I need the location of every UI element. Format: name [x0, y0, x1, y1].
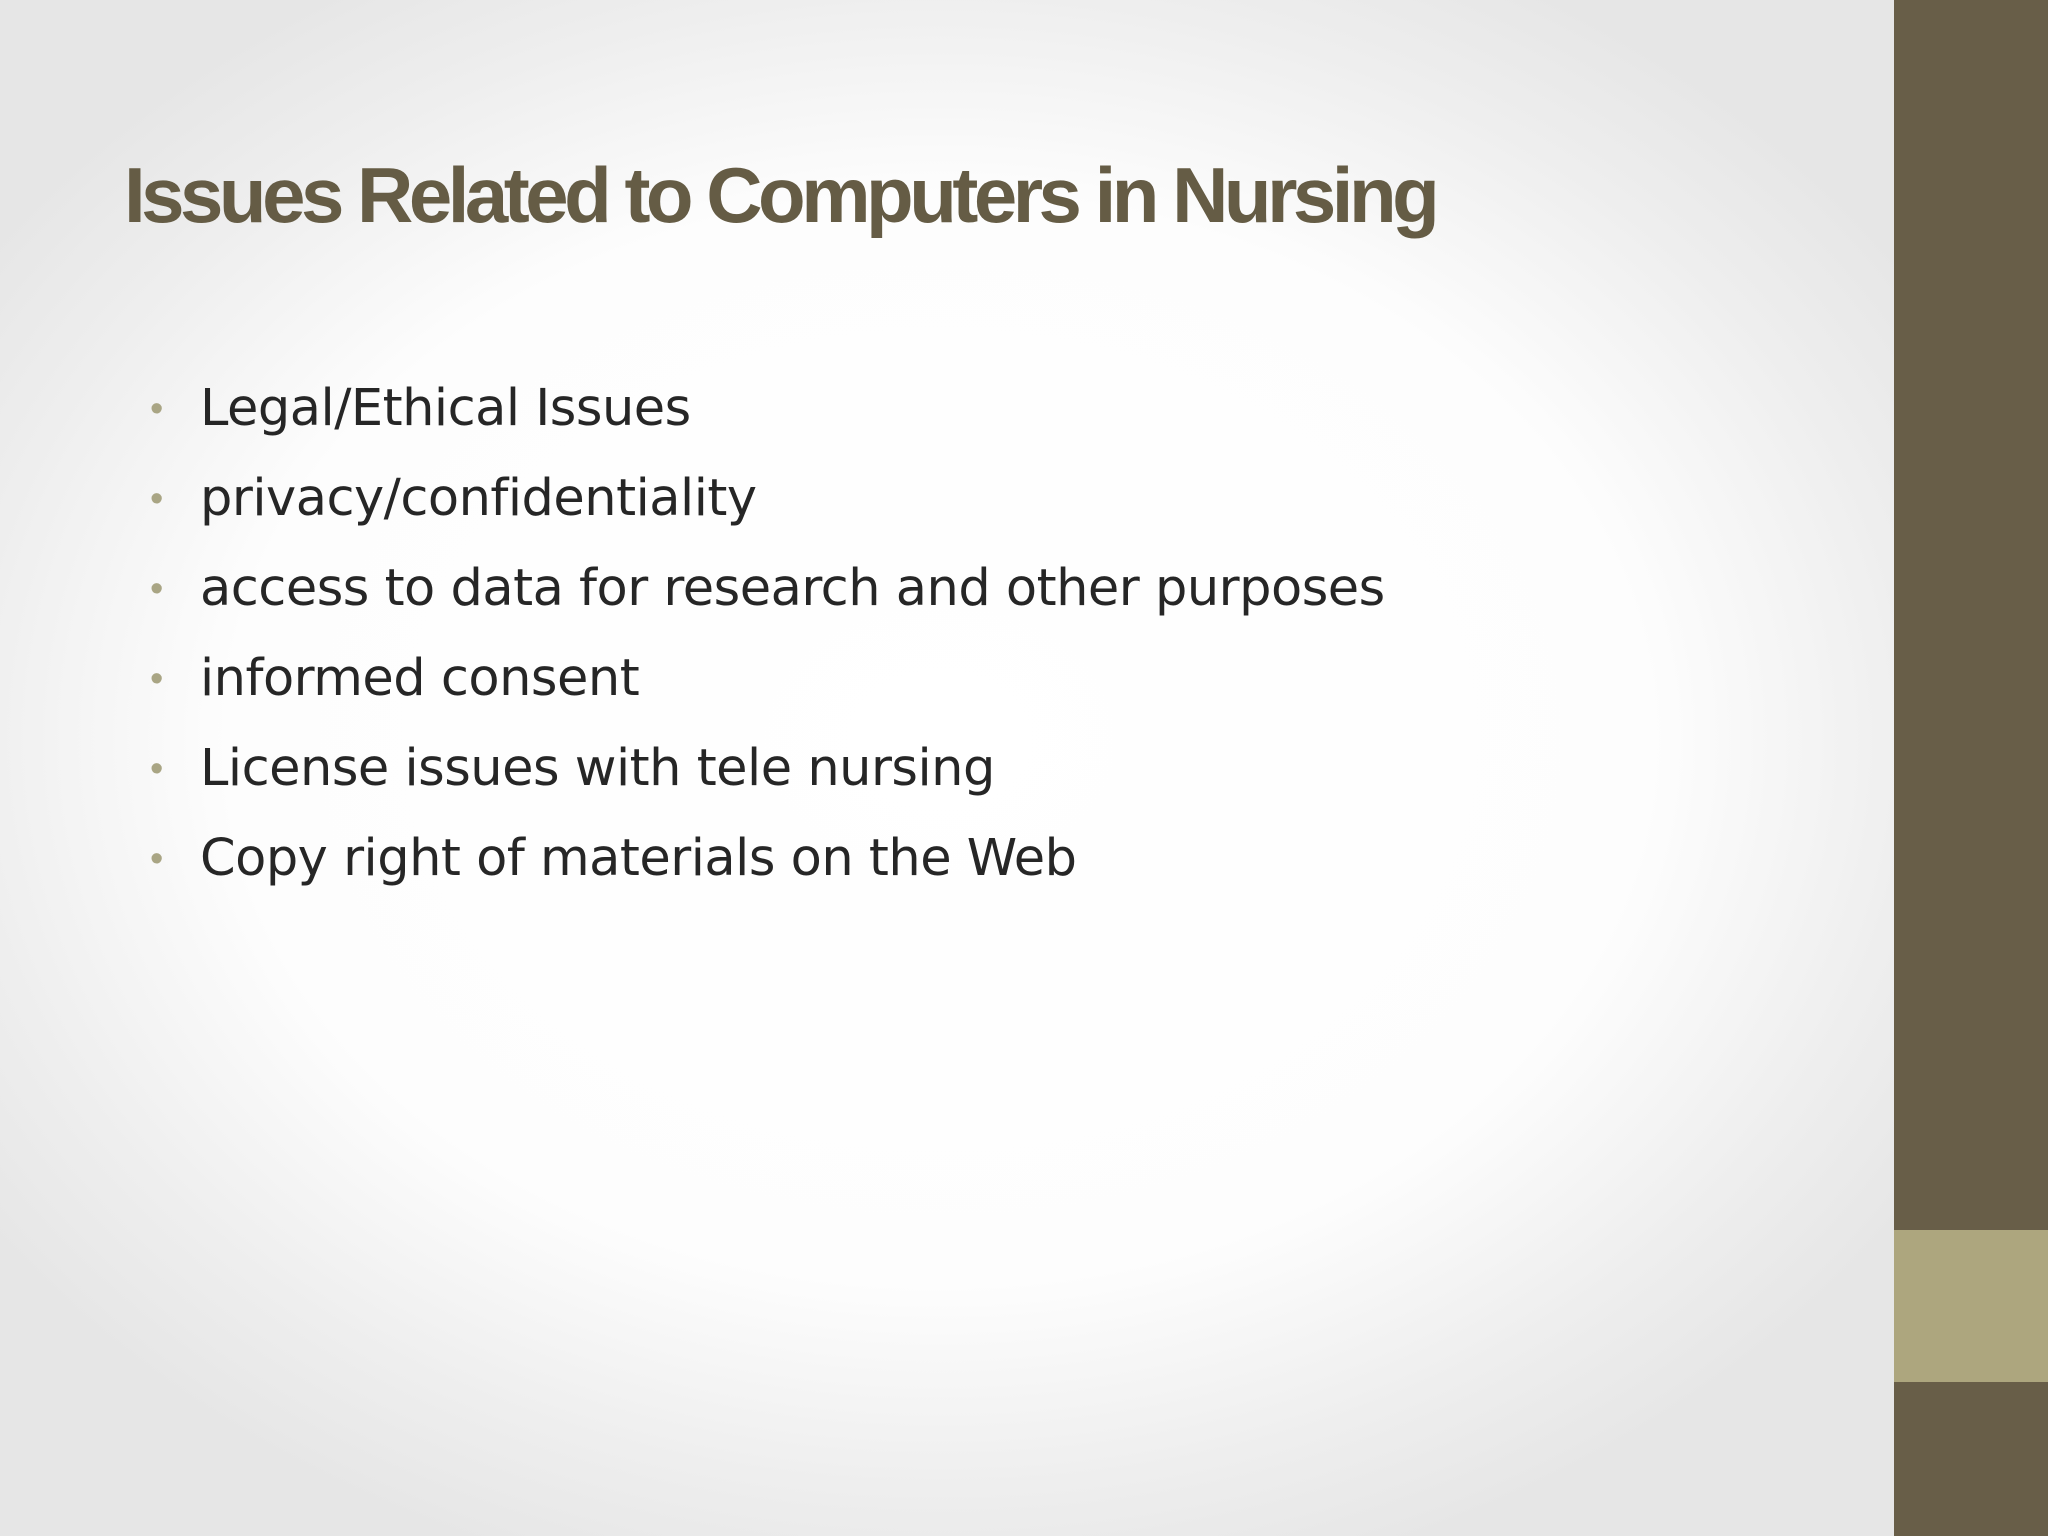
bullet-item: [150, 454, 1385, 544]
bullet-item: [150, 634, 1385, 724]
bullet-text: access to data for research and other purposes: [200, 559, 1385, 618]
bullet-dot-icon: •: [150, 568, 164, 610]
bullet-dot-icon: •: [150, 748, 164, 790]
bullet-dot-icon: •: [150, 478, 164, 520]
bullet-text: privacy/confidentiality: [200, 469, 757, 528]
bullet-text: License issues with tele nursing: [200, 739, 995, 798]
bullet-text: Legal/Ethical Issues: [200, 379, 691, 438]
bullet-text: Copy right of materials on the Web: [200, 829, 1077, 888]
bullet-dot-icon: •: [150, 388, 164, 430]
bullet-text: informed consent: [200, 649, 640, 708]
bullet-list: [150, 364, 1385, 904]
bullet-dot-icon: •: [150, 838, 164, 880]
side-accent-block: [1894, 1230, 2048, 1382]
slide-title: Issues Related to Computers in Nursing: [124, 151, 1436, 239]
bullet-item: [150, 724, 1385, 814]
bullet-dot-icon: •: [150, 658, 164, 700]
bullet-item: [150, 364, 1385, 454]
bullet-item: [150, 814, 1385, 904]
bullet-item: [150, 544, 1385, 634]
